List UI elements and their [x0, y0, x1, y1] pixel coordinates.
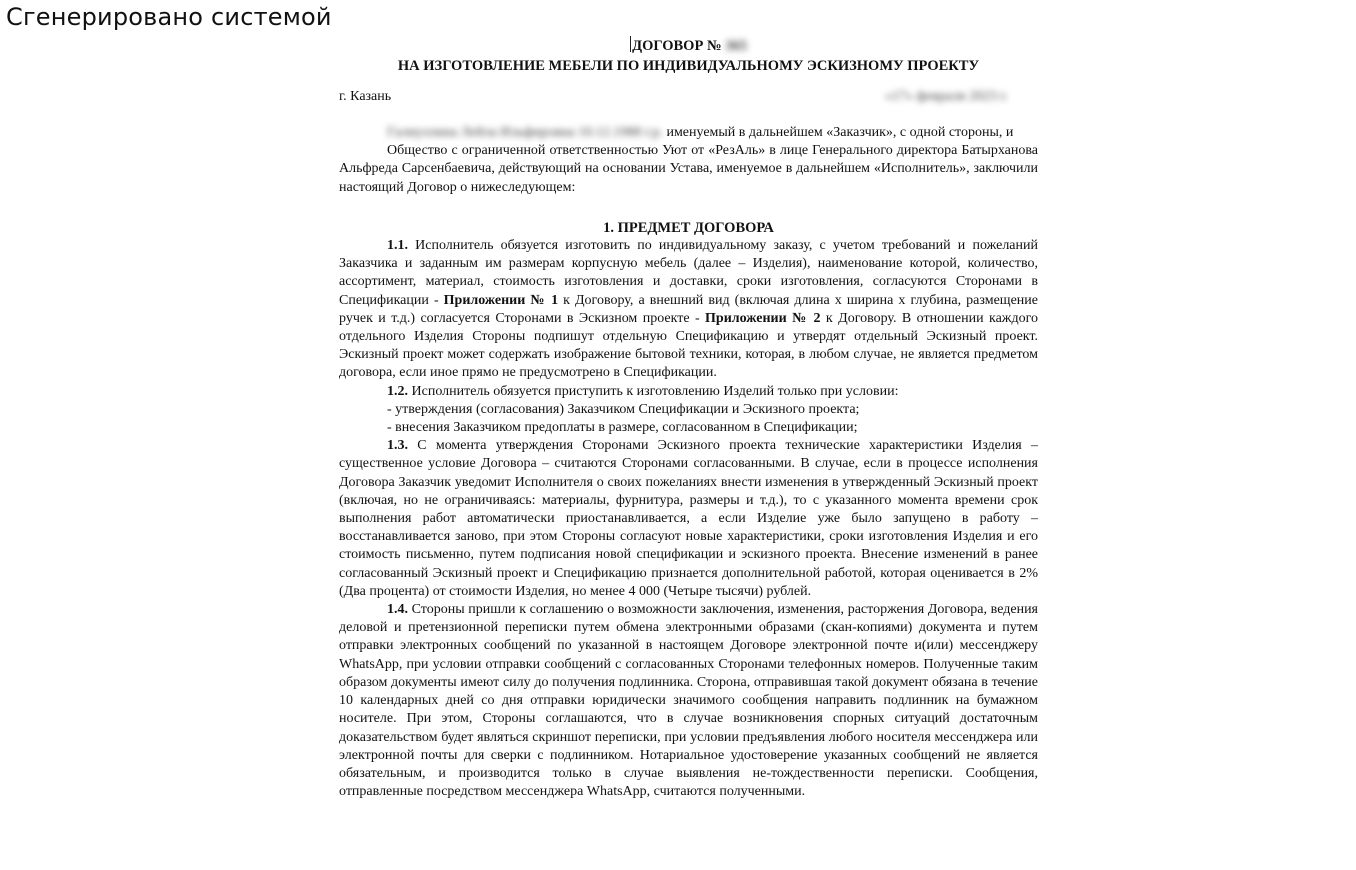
- city-date-line: [339, 88, 1038, 106]
- clause-number: 1.1.: [387, 238, 408, 254]
- clause-1-4: [339, 601, 1038, 801]
- executor-paragraph: Общество с ограниченной ответственностью Уют от «РезАль» в лице Генерального директора Батырханова Альфреда Сарсенбаевича, действующий на основании Устава, именуемое в дальнейшем «Исполнитель», заключили настоящий Договор о нижеследующем:: [339, 143, 1038, 195]
- customer-paragraph: [339, 124, 1038, 142]
- clause-1-2: [339, 383, 1038, 401]
- clause-text: С момента утверждения Сторонами Эскизного проекта технические характеристики Изделия – существенное условие Договора – считаются Сторонами согласованными. В случае, если в процессе исполнения Договора Заказчик уведомит Исполнителя о своих пожеланиях внести изменения в утвержденный Эскизный проект (включая, но не ограничиваясь: материалы, фурнитура, размеры и т.д.), то с указанного момента времени срок выполнения работ автоматически приостанавливается, а если Изделие уже было запущено в работу – восстанавливается заново, при этом Стороны согласуют новые характеристики, сроки изготовления Изделия и его стоимость письменно, путем подписания новой спецификации и эскизного проекта. Внесение изменений в ранее согласованный Эскизный проект и Спецификацию признается дополнительной работой, которая оценивается в 2% (Два процента) от стоимости Изделия, но менее 4 000 (Четыре тысячи) рублей.: [339, 438, 1038, 599]
- contract-date: «17» февраля 2023 г.: [885, 89, 1008, 104]
- contract-document: [339, 36, 1038, 801]
- clause-number: 1.3.: [387, 438, 408, 454]
- appendix-2-ref: Приложении № 2: [705, 310, 821, 326]
- clause-text: Стороны пришли к соглашению о возможности заключения, изменения, расторжения Договора, ведения деловой и претензионной переписки путем обмена электронными образами (скан-копиями) документа и путем отправки электронных сообщений по указанной в настоящем Договоре электронной почте и(или) мессенджеру WhatsApp, при условии отправки сообщений с согласованных Сторонами телефонных номеров. Полученные таким образом документы имеют силу до получения подлинника. Сторона, отправившая такой документ обязана в течение 10 календарных дней со дня отправки юридически значимого сообщения направить подлинник на бумажном носителе. При этом, Стороны соглашаются, что в случае возникновения спорных ситуаций достаточным доказательством будет являться скриншот переписки, при условии предъявления любого носителя мессенджера или электронной почты для сверки с подлинником. Нотариальное удостоверение указанных сообщений не является обязательным, и производится только в случае выявления не-тождественности переписки. Сообщения, отправленные посредством мессенджера WhatsApp, считаются полученными.: [339, 602, 1038, 800]
- contract-title: [339, 36, 1038, 56]
- clause-1-2-list: [339, 401, 1038, 437]
- appendix-1-ref: Приложении № 1: [443, 292, 559, 308]
- clause-text: к Договору. В отношении каждого отдельного Изделия Стороны подпишут отдельную Спецификацию и утвердят отдельный Эскизный проект. Эскизный проект может содержать изображение бытовой техники, которая, в любом случае, не является предметом договора, если иное прямо не предусмотрено в Спецификации.: [339, 310, 1038, 381]
- generated-watermark: Сгенерировано системой: [6, 3, 332, 31]
- spacer: [339, 106, 1038, 124]
- contract-subtitle: НА ИЗГОТОВЛЕНИЕ МЕБЕЛИ ПО ИНДИВИДУАЛЬНОМУ ЭСКИЗНОМУ ПРОЕКТУ: [397, 58, 980, 74]
- city: г. Казань: [339, 89, 392, 104]
- clause-1-1: [339, 237, 1038, 383]
- spacer: [339, 197, 1038, 215]
- section-heading: 1. ПРЕДМЕТ ДОГОВОРА: [603, 219, 774, 236]
- customer-name: Галиуллина Лейла Ильфировна 10.12.1988 г.р.: [387, 125, 663, 140]
- clause-number: 1.2.: [387, 383, 408, 399]
- clause-text: Исполнитель обязуется изготовить по индивидуальному заказу, с учетом требований и пожеланий Заказчика и заданным им размерам корпусную мебель (далее – Изделия), наименование которой, количество, ассортимент, материал, стоимость изготовления и доставки, сроки изготовления, согласуются Сторонами в Спецификации -: [339, 238, 1038, 308]
- list-item: - утверждения (согласования) Заказчиком Спецификации и Эскизного проекта;: [387, 401, 860, 417]
- clause-text: к Договору, а внешний вид (включая длина х ширина х глубина, размещение ручек и т.д.) согласуется Сторонами в Эскизном проекте -: [339, 292, 1038, 326]
- list-item: - внесения Заказчиком предоплаты в размере, согласованном в Спецификации;: [387, 420, 858, 436]
- clause-text: Исполнитель обязуется приступить к изготовлению Изделий только при условии:: [408, 383, 899, 399]
- clause-1-3: [339, 437, 1038, 601]
- contract-title-prefix: ДОГОВОР №: [632, 38, 726, 54]
- contract-number: 365: [725, 38, 747, 54]
- text-cursor: [630, 36, 631, 52]
- customer-text: именуемый в дальнейшем «Заказчик», с одной стороны, и: [662, 125, 1014, 140]
- clause-number: 1.4.: [387, 602, 408, 618]
